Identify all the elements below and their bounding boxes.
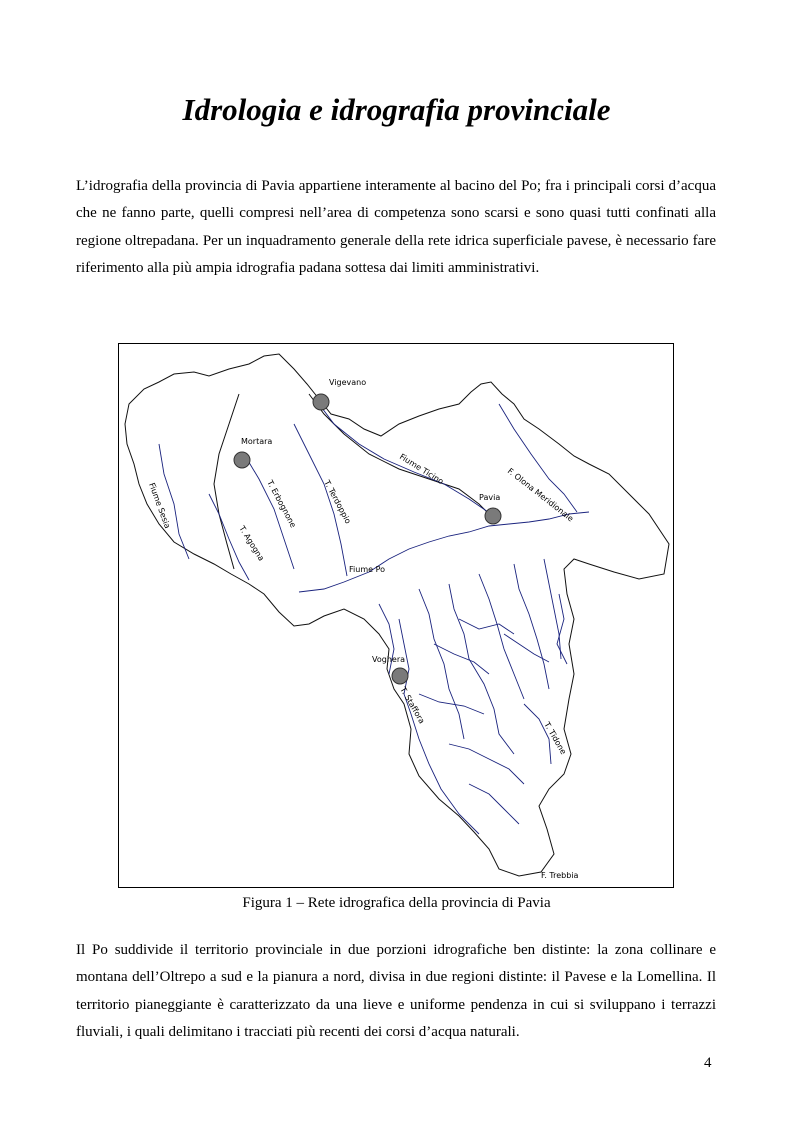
label-fiume-ticino: Fiume Ticino: [397, 452, 446, 487]
label-t-erbognone: T. Erbognone: [265, 478, 298, 530]
label-t-terdoppio: T. Terdoppio: [322, 478, 353, 526]
hydrographic-map: [119, 344, 673, 887]
page-title: Idrologia e idrografia provinciale: [182, 92, 611, 127]
area-divider: [214, 394, 239, 569]
province-boundary: [125, 354, 669, 876]
label-f-olona: F. Olona Meridionale: [505, 466, 576, 524]
label-fiume-sesia: Fiume Sesia: [147, 481, 172, 530]
label-vigevano: Vigevano: [329, 378, 367, 387]
page-number: 4: [704, 1055, 712, 1071]
intro-paragraph: L’idrografia della provincia di Pavia appartiene interamente al bacino del Po; fra i principali corsi d’acqua che ne fanno parte, quelli compresi nell’area di competenza sono scarsi e sono quasi tutti confinati alla regione oltrepadana. Per un inquadramento generale della rete idrica superficiale pavese, è necessario fare riferimento alla più ampia idrografia padana sottesa dai limiti amministrativi.: [76, 178, 716, 277]
label-f-trebbia: F. Trebbia: [541, 871, 579, 880]
city-marker-pavia: [485, 508, 501, 524]
city-marker-mortara: [234, 452, 250, 468]
hydrographic-map-figure: [118, 343, 674, 888]
label-voghera: Voghera: [372, 655, 406, 664]
label-pavia: Pavia: [479, 493, 501, 502]
figure-caption: Figura 1 – Rete idrografica della provincia di Pavia: [242, 895, 551, 911]
label-t-tidone: T. Tidone: [542, 720, 568, 757]
label-fiume-po: Fiume Po: [349, 565, 386, 574]
label-t-agogna: T. Agogna: [237, 524, 266, 563]
city-marker-vigevano: [313, 394, 329, 410]
body-paragraph: Il Po suddivide il territorio provinciale in due porzioni idrografiche ben distinte: la zona collinare e montana dell’Oltrepo a sud e la pianura a nord, divisa in due regioni distinte: il Pavese e la Lomellina. Il territorio pianeggiante è caratterizzato da una lieve e uniforme pendenza in cui si sviluppano i terrazzi fluviali, i quali delimitano i tracciati più recenti dei corsi d’acqua naturali.: [76, 942, 716, 1041]
label-mortara: Mortara: [241, 437, 273, 446]
city-marker-voghera: [392, 668, 408, 684]
label-t-staffora: T. Staffora: [398, 685, 427, 726]
